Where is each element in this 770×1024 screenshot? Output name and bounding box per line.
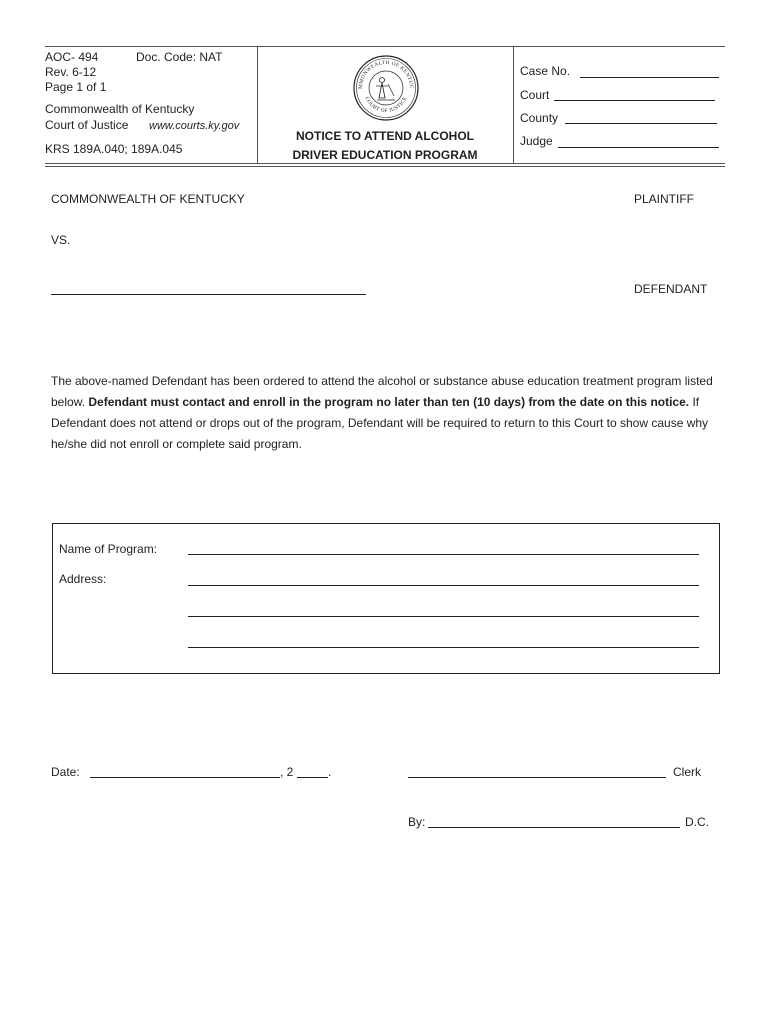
clerk-signature-field[interactable] [408,777,666,778]
date-label: Date: [51,765,80,779]
by-label: By: [408,815,426,829]
notice-text-bold: Defendant must contact and enroll in the program no later than ten (10 days) from the date on this notice. [88,395,690,409]
notice-text-1: The above-named Defendant has been ordered to attend the alcohol or substance abuse education treatment program listed below. [51,374,713,409]
date-period: . [328,765,332,779]
case-no-field[interactable] [580,77,719,78]
defendant-name-field[interactable] [51,294,366,295]
judge-label: Judge [520,134,553,148]
address-field-line-1[interactable] [188,585,699,586]
form-id: AOC- 494 [45,50,99,64]
address-field-line-2[interactable] [188,616,699,617]
county-label: County [520,111,559,125]
website: www.courts.ky.gov [149,120,240,132]
case-no-label: Case No. [520,64,571,78]
seal-text-bottom: COURT OF JUSTICE [363,95,409,115]
doc-code: Doc. Code: NAT [136,50,223,64]
header-bottom-rule [45,163,725,164]
versus-label: VS. [51,233,71,247]
header-divider-right [513,46,514,164]
county-field[interactable] [565,123,717,124]
address-field-line-3[interactable] [188,647,699,648]
court-label: Court [520,88,550,102]
court-field[interactable] [554,100,715,101]
page-number: Page 1 of 1 [45,80,107,94]
notice-text-2: If Defendant does not attend or drops out of the program, Defendant will be required to return to this Court to show cause why he/she did not enroll or complete said program. [51,395,709,451]
plaintiff-label: PLAINTIFF [634,192,695,206]
header-top-rule [45,46,725,47]
year-field[interactable] [297,777,328,778]
statute: KRS 189A.040; 189A.045 [45,142,183,156]
header-bottom-rule-2 [45,166,725,167]
form-title-line1: NOTICE TO ATTEND ALCOHOL [296,129,474,143]
form-title-line2: DRIVER EDUCATION PROGRAM [292,148,478,162]
date-field[interactable] [90,777,280,778]
year-prefix: , 2 [280,765,294,779]
address-label: Address: [59,572,107,586]
plaintiff-name: COMMONWEALTH OF KENTUCKY [51,192,245,206]
deputy-clerk-signature-field[interactable] [428,827,680,828]
program-name-field[interactable] [188,554,699,555]
clerk-label: Clerk [673,765,702,779]
notice-paragraph [51,371,721,455]
defendant-label: DEFENDANT [634,282,708,296]
dc-label: D.C. [685,815,709,829]
court-seal [352,54,420,122]
program-name-label: Name of Program: [59,542,158,556]
revision: Rev. 6-12 [45,65,97,79]
header-divider-left [257,46,258,164]
seal-text-top: MMONWEALTH OF KENTUC [357,59,415,90]
org-name: Commonwealth of Kentucky [45,102,195,116]
org-court: Court of Justice [45,118,129,132]
judge-field[interactable] [558,147,719,148]
